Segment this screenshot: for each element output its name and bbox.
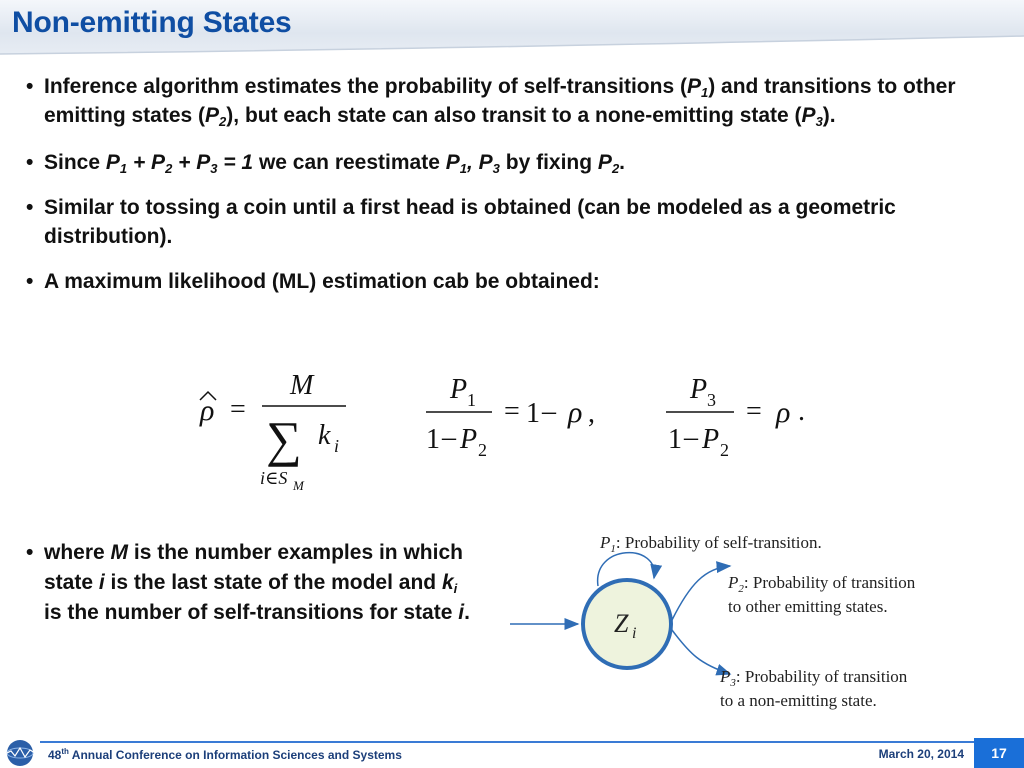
eq-rho: ρ [200, 394, 215, 427]
eq2-P-sub: 1 [467, 390, 476, 410]
ml-equations [190, 360, 830, 500]
eq-M: M [290, 370, 314, 401]
eq3-den-1: 1 [668, 424, 682, 455]
bullet-text: where [44, 541, 111, 564]
bullet-text: . [619, 151, 626, 174]
eq2-den-sub: 2 [478, 440, 487, 460]
bullet-text: is the number of self-transitions for state [44, 601, 459, 624]
eq3-den-minus: – [684, 422, 698, 453]
state-transition-diagram [500, 524, 980, 724]
bullet-inference [24, 72, 984, 130]
var-p: P [205, 104, 220, 127]
globe-icon [2, 738, 38, 768]
p2-label: $P_2$: Probability of transition [728, 573, 916, 595]
eq3-rho: ρ [776, 396, 791, 429]
node-label-sub: i [632, 625, 637, 642]
bullet-list [24, 72, 984, 314]
bullet-since [24, 148, 984, 177]
bullet-text: ). [822, 104, 836, 127]
eq3-equals: = [746, 396, 762, 427]
sub-i: i [453, 581, 458, 596]
eq2-one: 1 [526, 398, 540, 429]
sub-1: 1 [700, 85, 709, 100]
footer [0, 738, 1024, 768]
conference-text: Annual Conference on Information Sciences and Systems [68, 748, 402, 762]
var-p: P [686, 75, 701, 98]
p2-label-line2: to other emitting states. [728, 597, 888, 616]
eq2-comma: , [588, 398, 595, 429]
p1-label: $P_1$: Probability of self-transition. [600, 533, 822, 555]
bullet-list-bottom [24, 538, 474, 628]
slide-title: Non-emitting States [12, 6, 292, 39]
node-label: Z [614, 609, 629, 638]
eq2-den-1: 1 [426, 424, 440, 455]
bullet-text: we can reestimate [253, 151, 446, 174]
sub-3: 3 [815, 114, 823, 129]
bullet-text: ), but each state can also transit to a none-emitting state ( [226, 104, 802, 127]
bullet-text: is the last state of the model and [104, 571, 442, 594]
var-p: P [801, 104, 816, 127]
bullet-text: is the number examples in which state [44, 541, 463, 594]
eq2-rho: ρ [568, 396, 583, 429]
eq-under-sub: M [293, 478, 304, 493]
bullet-coin: • Similar to tossing a coin until a first head is obtained (can be modeled as a geometric distribution). [24, 193, 984, 251]
bullet-text: Inference algorithm estimates the probability of self-transitions ( [44, 75, 687, 98]
var-m: M [110, 541, 129, 564]
bullet-text: . [464, 601, 470, 624]
eq-sum: ∑ [266, 411, 302, 467]
eq2-den-P: P [460, 424, 478, 455]
eq-under: i∈S [260, 468, 288, 488]
eq-k-sub: i [334, 436, 340, 456]
eq3-P: P [690, 374, 708, 405]
p3-label: $P_3$: Probability of transition [720, 667, 908, 689]
ordinal-suffix: th [61, 747, 69, 756]
var-i: i [458, 601, 465, 624]
p2-arrow [672, 566, 730, 620]
var-p2: $P_2$ [597, 151, 620, 176]
vars-p1-p3: $P_1$, $P_3$ [445, 151, 500, 176]
sub-2: 2 [219, 114, 227, 129]
eq3-den-P: P [702, 424, 720, 455]
eq3-P-sub: 3 [707, 390, 716, 410]
eq-k: k [318, 420, 331, 451]
eq2-den-minus: – [442, 422, 456, 453]
bullet-ml: • A maximum likelihood (ML) estimation cab be obtained: [24, 267, 984, 296]
title-bar [0, 0, 1024, 60]
bullet-text: Since [44, 151, 106, 174]
eq-equals: = [230, 394, 246, 425]
conference-name [48, 747, 402, 762]
p3-label-line2: to a non-emitting state. [720, 691, 877, 710]
eq2-equals: = [504, 396, 520, 427]
eq3-den-sub: 2 [720, 440, 729, 460]
footer-rule [40, 741, 980, 743]
page-number: 17 [974, 738, 1024, 768]
var-k: k [441, 571, 454, 594]
bullet-where [24, 538, 474, 628]
ordinal: 48 [48, 748, 62, 762]
footer-date: March 20, 2014 [878, 747, 964, 761]
eq2-P: P [450, 374, 468, 405]
equation-sum-one: $P_1 + P_2 + P_3 = 1$ [105, 151, 254, 176]
bullet-text: by fixing [499, 151, 598, 174]
var-i: i [98, 571, 105, 594]
eq3-dot: . [798, 396, 805, 427]
eq2-minus: – [542, 396, 556, 427]
bullet-text: ) and transitions to other emitting states ( [44, 75, 956, 127]
